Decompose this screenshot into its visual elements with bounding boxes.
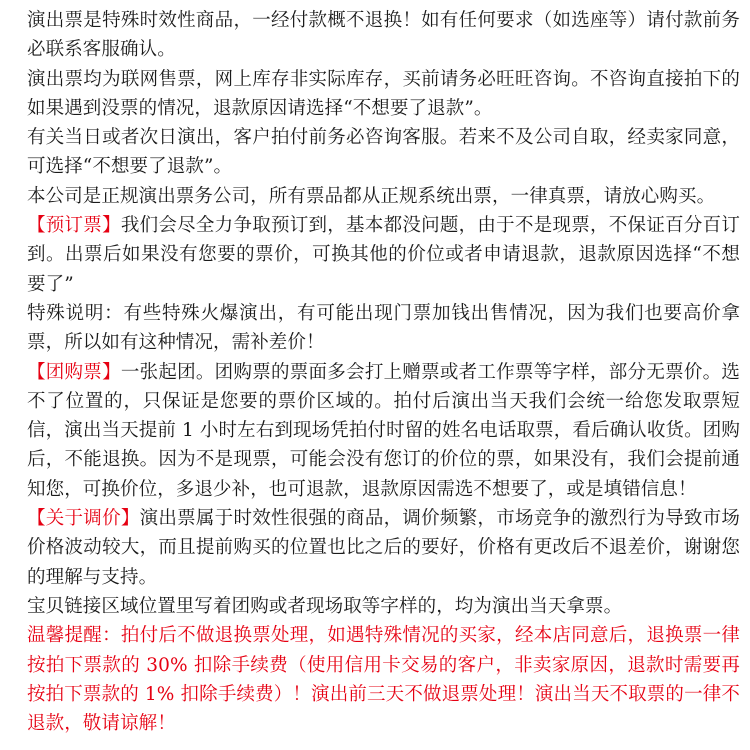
price-adjustment-tag: 【关于调价】	[27, 508, 140, 530]
policy-paragraph-same-day-shows	[27, 123, 740, 182]
policy-paragraph-group-tickets	[27, 358, 740, 504]
policy-paragraph-online-ticketing	[27, 65, 740, 124]
policy-paragraph-preorder	[27, 211, 740, 299]
policy-paragraph-special-note	[27, 299, 740, 358]
policy-text: 演出票属于时效性很强的商品，调价频繁，市场竞争的激烈行为导致市场价格波动较大，而且提前购买的位置也比之后的要好，价格有更改后不退差价，谢谢您的理解与支持。	[27, 508, 740, 588]
warm-reminder-text: 温馨提醒：拍付后不做退换票处理，如遇特殊情况的买家，经本店同意后，退换票一律按拍下票款的 30% 扣除手续费（使用信用卡交易的客户，非卖家原因，退款时需要再按拍下票款的 1% 扣除手续费）！演出前三天不做退票处理！演出当天不取票的一律不退款，敬请谅解！	[27, 625, 740, 735]
preorder-tag: 【预订票】	[27, 215, 121, 237]
policy-paragraph-price-adjustment	[27, 504, 740, 592]
policy-paragraph-warm-reminder	[27, 621, 740, 738]
policy-text: 演出票是特殊时效性商品，一经付款概不退换！如有任何要求（如选座等）请付款前务必联系客服确认。	[27, 10, 740, 61]
policy-paragraph-non-refundable	[27, 6, 740, 65]
policy-text: 一张起团。团购票的票面多会打上赠票或者工作票等字样，部分无票价。选不了位置的，只保证是您要的票价区域的。拍付后演出当天我们会统一给您发取票短信，演出当天提前 1 小时左右到现场凭拍付时留的姓名电话取票，看后确认收货。团购后，不能退换。因为不是现票，可能会没有您订的价位的票，如果没有，我们会提前通知您，可换价位，多退少补，也可退款，退款原因需选不想要了，或是填错信息！	[27, 361, 740, 500]
policy-paragraph-genuine-tickets	[27, 182, 740, 211]
policy-text: 特殊说明：有些特殊火爆演出，有可能出现门票加钱出售情况，因为我们也要高价拿票，所以如有这种情况，需补差价！	[27, 302, 740, 354]
policy-text: 我们会尽全力争取预订到，基本都没问题，由于不是现票，不保证百分百订到。出票后如果没有您要的票价，可换其他的价位或者申请退款，退款原因选择“不想要了”	[27, 215, 740, 295]
policy-text: 宝贝链接区域位置里写着团购或者现场取等字样的，均为演出当天拿票。	[27, 595, 623, 617]
group-ticket-tag: 【团购票】	[27, 361, 121, 383]
policy-text: 有关当日或者次日演出，客户拍付前务必咨询客服。若来不及公司自取，经卖家同意，可选择“不想要了退款”。	[27, 127, 740, 178]
policy-text: 本公司是正规演出票务公司，所有票品都从正规系统出票，一律真票，请放心购买。	[27, 185, 716, 207]
policy-text: 演出票均为联网售票，网上库存非实际库存，买前请务必旺旺咨询。不咨询直接拍下的如果遇到没票的情况，退款原因请选择“不想要了退款”。	[27, 68, 740, 119]
policy-paragraph-pickup-day	[27, 592, 740, 621]
